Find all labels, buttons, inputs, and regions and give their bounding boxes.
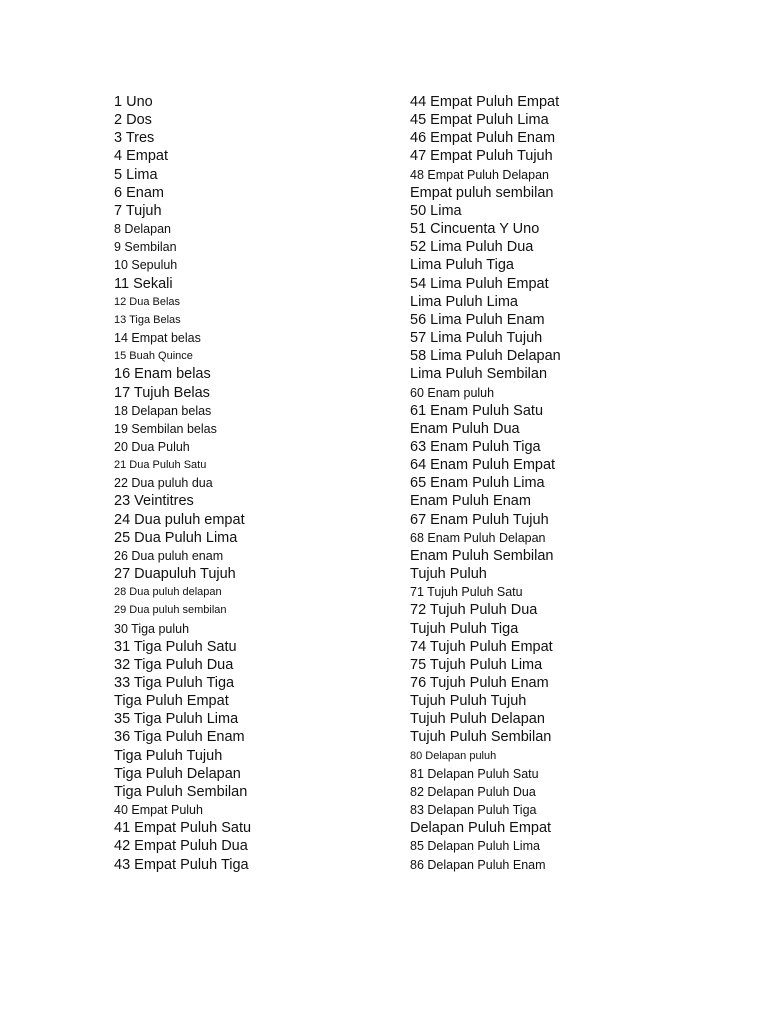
number-word-line: Tiga Puluh Sembilan: [114, 783, 248, 800]
number-word-line: 3 Tres: [114, 130, 155, 147]
number-word-line: Tiga Puluh Tujuh: [114, 747, 223, 764]
number-word-line: 58 Lima Puluh Delapan: [410, 348, 561, 365]
number-word-line: Enam Puluh Enam: [410, 493, 531, 510]
number-word-line: 13 Tiga Belas: [114, 313, 181, 326]
number-word-line: 4 Empat: [114, 148, 168, 165]
number-word-line: 17 Tujuh Belas: [114, 384, 210, 401]
number-word-line: Lima Puluh Sembilan: [410, 366, 548, 383]
number-word-line: 25 Dua Puluh Lima: [114, 529, 238, 546]
number-word-line: 74 Tujuh Puluh Empat: [410, 638, 553, 655]
number-word-line: 42 Empat Puluh Dua: [114, 838, 248, 855]
number-word-line: 31 Tiga Puluh Satu: [114, 638, 237, 655]
number-word-line: 41 Empat Puluh Satu: [114, 820, 252, 837]
number-word-line: 40 Empat Puluh: [114, 803, 203, 818]
number-word-line: 32 Tiga Puluh Dua: [114, 656, 234, 673]
number-word-line: 51 Cincuenta Y Uno: [410, 221, 540, 238]
number-word-line: 7 Tujuh: [114, 202, 162, 219]
number-word-line: 80 Delapan puluh: [410, 749, 497, 762]
number-word-line: 20 Dua Puluh: [114, 439, 190, 454]
number-word-line: 54 Lima Puluh Empat: [410, 275, 549, 292]
number-word-line: 46 Empat Puluh Enam: [410, 130, 556, 147]
number-word-line: 50 Lima: [410, 202, 462, 219]
number-word-line: 36 Tiga Puluh Enam: [114, 729, 245, 746]
number-word-line: 33 Tiga Puluh Tiga: [114, 675, 235, 691]
number-word-line: 28 Dua puluh delapan: [114, 586, 222, 599]
number-word-line: 82 Delapan Puluh Dua: [410, 784, 536, 799]
number-word-line: 9 Sembilan: [114, 240, 177, 255]
number-word-line: 16 Enam belas: [114, 366, 211, 383]
number-word-line: Delapan Puluh Empat: [410, 820, 552, 837]
number-word-line: 44 Empat Puluh Empat: [410, 94, 560, 110]
number-word-line: 22 Dua puluh dua: [114, 476, 213, 491]
number-word-line: 64 Enam Puluh Empat: [410, 457, 556, 474]
number-word-line: 30 Tiga puluh: [114, 621, 190, 636]
number-word-line: 12 Dua Belas: [114, 295, 181, 308]
number-word-line: 56 Lima Puluh Enam: [410, 311, 545, 328]
number-word-line: 83 Delapan Puluh Tiga: [410, 803, 537, 818]
number-word-line: 35 Tiga Puluh Lima: [114, 711, 239, 728]
number-word-line: 60 Enam puluh: [410, 385, 495, 400]
number-word-line: 10 Sepuluh: [114, 258, 178, 273]
number-word-line: 43 Empat Puluh Tiga: [114, 856, 249, 873]
number-word-line: Tujuh Puluh Sembilan: [410, 729, 552, 746]
number-word-line: 76 Tujuh Puluh Enam: [410, 675, 549, 691]
number-word-line: 61 Enam Puluh Satu: [410, 402, 544, 419]
number-word-line: 45 Empat Puluh Lima: [410, 112, 549, 129]
number-word-line: Tujuh Puluh Tiga: [410, 620, 519, 637]
number-word-line: 68 Enam Puluh Delapan: [410, 530, 546, 545]
number-word-line: Empat puluh sembilan: [410, 184, 554, 201]
number-word-line: Tujuh Puluh: [410, 566, 487, 583]
number-word-line: 85 Delapan Puluh Lima: [410, 839, 540, 854]
number-word-line: 21 Dua Puluh Satu: [114, 459, 207, 472]
number-word-line: 15 Buah Quince: [114, 350, 193, 363]
number-word-line: Tiga Puluh Delapan: [114, 765, 241, 782]
number-list-left-column: [114, 93, 454, 874]
number-word-line: 11 Sekali: [114, 275, 173, 292]
number-word-line: 19 Sembilan belas: [114, 421, 217, 436]
number-word-line: 52 Lima Puluh Dua: [410, 239, 534, 256]
number-word-line: Lima Puluh Tiga: [410, 257, 514, 274]
number-word-line: 23 Veintitres: [114, 493, 194, 510]
number-list-right-column: [410, 93, 750, 874]
number-word-line: 75 Tujuh Puluh Lima: [410, 656, 543, 673]
number-word-line: 81 Delapan Puluh Satu: [410, 766, 539, 781]
number-word-line: Tujuh Puluh Tujuh: [410, 693, 527, 710]
number-word-line: 6 Enam: [114, 184, 164, 201]
number-word-line: Enam Puluh Sembilan: [410, 547, 554, 564]
number-word-line: 27 Duapuluh Tujuh: [114, 566, 236, 583]
number-word-line: 57 Lima Puluh Tujuh: [410, 330, 543, 347]
number-word-line: 48 Empat Puluh Delapan: [410, 167, 549, 182]
number-word-line: 8 Delapan: [114, 222, 171, 237]
number-word-line: 67 Enam Puluh Tujuh: [410, 511, 549, 528]
number-word-line: Enam Puluh Dua: [410, 420, 520, 437]
number-word-line: 72 Tujuh Puluh Dua: [410, 602, 538, 619]
number-word-line: 29 Dua puluh sembilan: [114, 604, 227, 617]
number-word-line: 65 Enam Puluh Lima: [410, 475, 545, 492]
number-word-line: 24 Dua puluh empat: [114, 511, 245, 528]
number-word-line: 86 Delapan Puluh Enam: [410, 857, 546, 872]
number-word-line: 2 Dos: [114, 112, 152, 129]
number-word-line: 1 Uno: [114, 94, 153, 110]
number-word-line: 71 Tujuh Puluh Satu: [410, 585, 523, 600]
number-word-line: 63 Enam Puluh Tiga: [410, 438, 541, 455]
number-word-line: Tiga Puluh Empat: [114, 693, 229, 710]
number-word-line: Tujuh Puluh Delapan: [410, 711, 545, 728]
number-word-line: 14 Empat belas: [114, 331, 201, 346]
number-word-line: 5 Lima: [114, 166, 158, 183]
number-word-line: Lima Puluh Lima: [410, 293, 518, 310]
number-word-line: 18 Delapan belas: [114, 403, 212, 418]
number-word-line: 26 Dua puluh enam: [114, 548, 224, 563]
number-word-line: 47 Empat Puluh Tujuh: [410, 148, 553, 165]
